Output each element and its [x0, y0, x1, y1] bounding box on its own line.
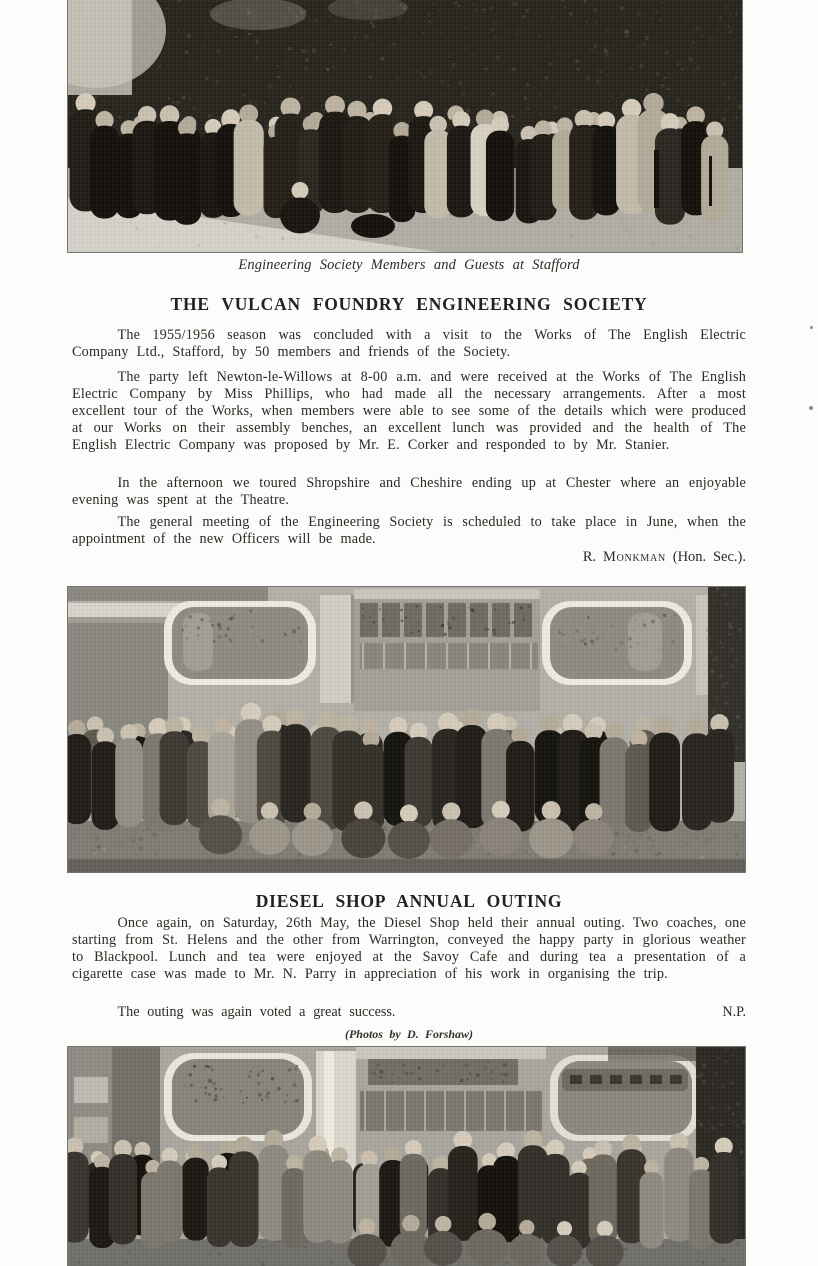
- engineering-society-group-photo: [68, 0, 742, 252]
- signature-name: Monkman: [602, 549, 666, 565]
- signature-line: R. Monkman (Hon. Sec.).: [582, 549, 746, 565]
- section-title-engineering-society: THE VULCAN FOUNDRY ENGINEERING SOCIETY: [170, 294, 648, 314]
- paragraph: The general meeting of the Engineering Society is scheduled to take place in June, when the appointment of the new Officers will be made.: [72, 514, 746, 547]
- closing-initials: N.P.: [722, 1004, 746, 1020]
- paragraph: The 1955/1956 season was concluded with a visit to the Works of The English Electric Company Ltd., Stafford, by 50 members and friends of the Society.: [72, 327, 746, 360]
- scan-speck: [810, 326, 813, 329]
- paragraph: In the afternoon we toured Shropshire and Cheshire ending up at Chester where an enjoyable evening was spent at the Theatre.: [72, 475, 746, 508]
- paragraph: The party left Newton-le-Willows at 8-00 a.m. and were received at the Works of The English Electric Company by Miss Phillips, who had made all the necessary arrangements. After a most excellent tour of the Works, when members were able to see some of the details which were produced at our Works on their assembly benches, an excellent lunch was provided and the health of The English Electric Company was proposed by Mr. E. Corker and responded to by Mr. Stanier.: [72, 369, 746, 453]
- paragraph: Once again, on Saturday, 26th May, the Diesel Shop held their annual outing. Two coaches, one starting from St. Helens and the other from Warrington, conveyed the happy party in glorious weather to Blackpool. Lunch and tea were enjoyed at the Savoy Cafe and during tea a presentation of a cigarette case was made to Mr. N. Parry in appreciation of his work in organising the trip.: [72, 915, 746, 982]
- photo-credit: (Photos by D. Forshaw): [344, 1027, 474, 1041]
- diesel-shop-outing-photo-2: [68, 1047, 745, 1266]
- closing-line: [72, 1004, 746, 1021]
- section-title-diesel-shop: DIESEL SHOP ANNUAL OUTING: [255, 891, 563, 911]
- scan-speck: [809, 406, 813, 410]
- closing-text: The outing was again voted a great success.: [117, 1004, 396, 1020]
- photo-caption: Engineering Society Members and Guests at Stafford: [238, 257, 580, 273]
- diesel-shop-outing-photo-1: [68, 587, 745, 872]
